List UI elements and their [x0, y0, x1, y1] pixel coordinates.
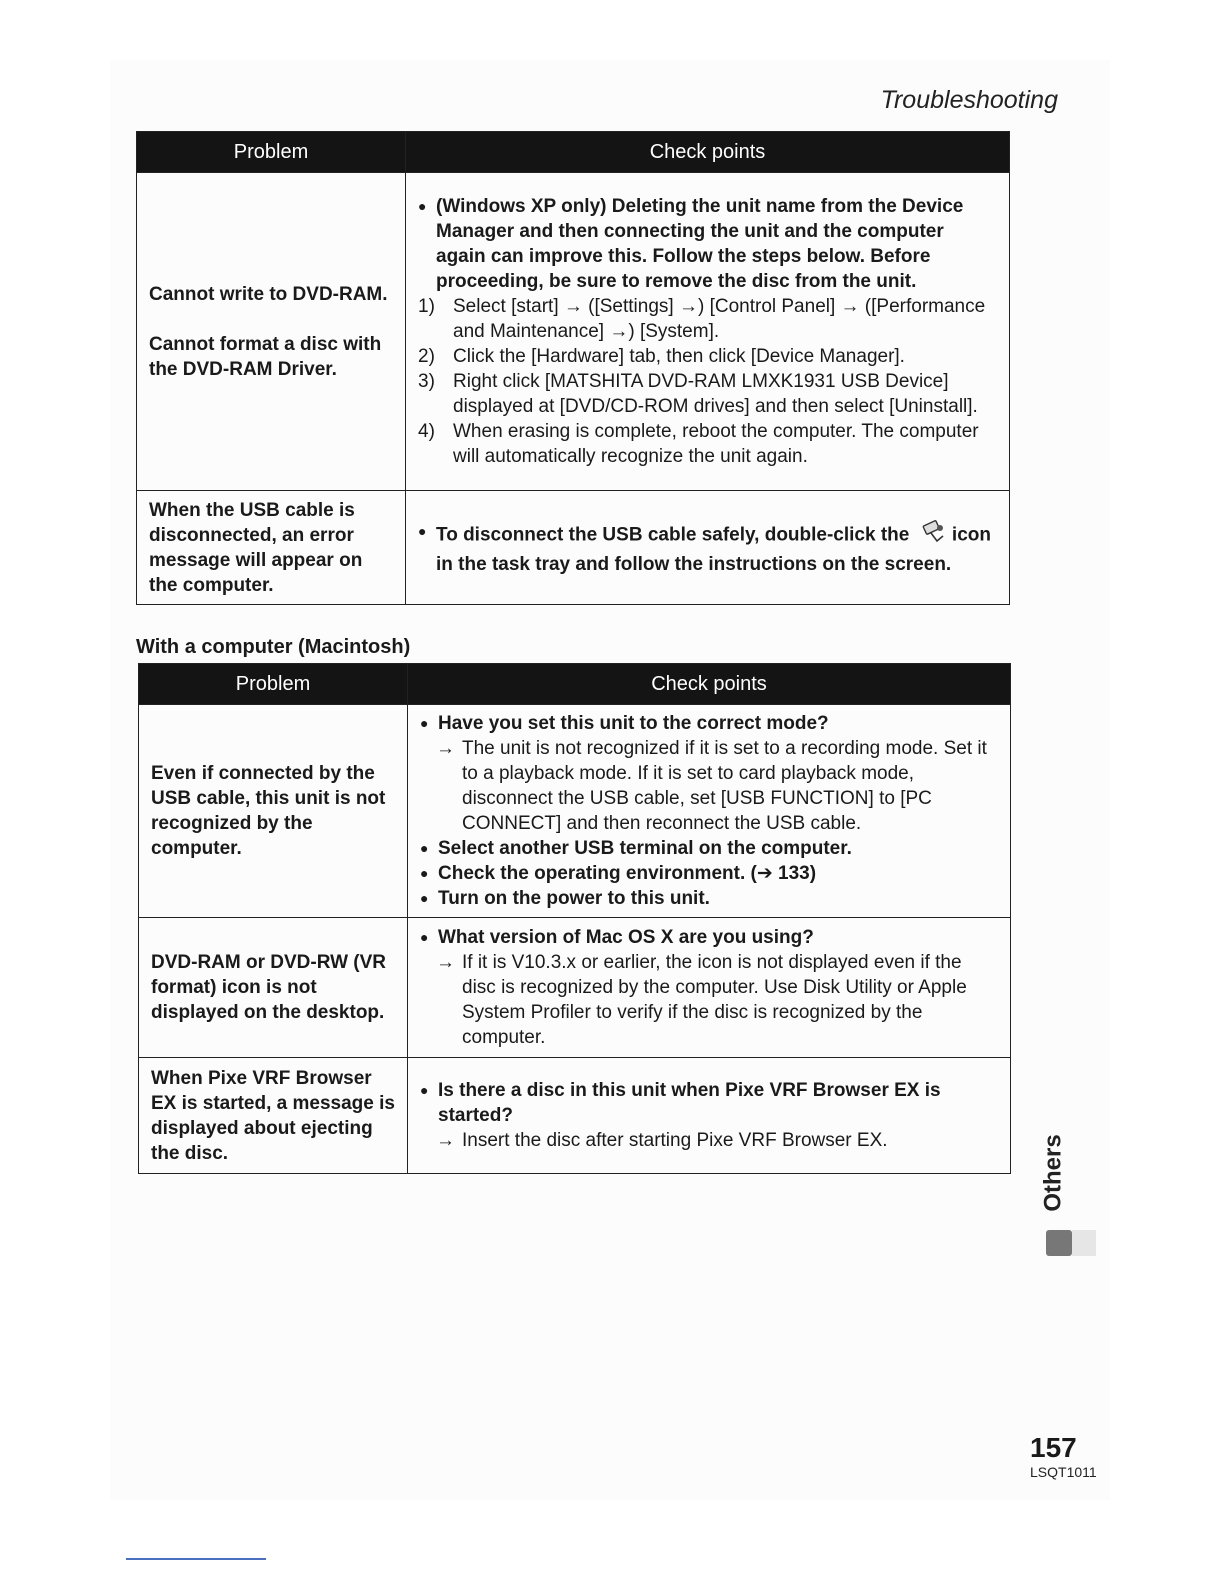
- problem-text: DVD-RAM or DVD-RW (VR format) icon is not displayed on the desktop.: [151, 952, 387, 1023]
- troubleshooting-table-macintosh: [138, 663, 1011, 1174]
- step-item: 3) Right click [MATSHITA DVD-RAM LMXK1931 USB Device] displayed at [DVD/CD-ROM drives] and then select [Uninstall].: [418, 371, 978, 417]
- section-title-macintosh: With a computer (Macintosh): [136, 636, 411, 658]
- footer-rule: [126, 1558, 266, 1560]
- problem-text: Cannot write to DVD-RAM.: [149, 283, 388, 305]
- troubleshooting-table-windows: [136, 131, 1010, 605]
- problem-cell: [137, 173, 406, 491]
- arrow-note: → The unit is not recognized if it is set to a recording mode. Set it to a playback mode. If it is set to card playback mode, disconnect the USB cable, set [USB FUNCTION] to [PC CONNECT] and then reconnect the USB cable.: [436, 738, 987, 834]
- tab-marker: [1046, 1230, 1072, 1256]
- check-points-cell: [406, 491, 1010, 605]
- table-row: [137, 491, 1010, 605]
- arrow-note: → If it is V10.3.x or earlier, the icon is not displayed even if the disc is recognized by the computer. Use Disk Utility or Apple System Profiler to verify if the disc is recognized by the computer.: [436, 952, 967, 1048]
- check-bullet: ● To disconnect the USB cable safely, double-click the icon in the task tray and follow the instructions on the screen.: [418, 519, 995, 577]
- check-points-cell: [406, 173, 1010, 491]
- check-bullet: ● Select another USB terminal on the computer.: [420, 836, 996, 861]
- tab-marker-shade: [1072, 1230, 1096, 1256]
- table-row: [137, 173, 1010, 491]
- side-tab-label: Others: [1040, 1134, 1068, 1212]
- problem-cell: [139, 705, 408, 918]
- check-bullet: ● Turn on the power to this unit.: [420, 886, 996, 911]
- problem-text: When Pixe VRF Browser EX is started, a message is displayed about ejecting the disc.: [151, 1067, 395, 1164]
- document-code: LSQT1011: [1030, 1464, 1097, 1480]
- check-points-cell: [408, 1058, 1011, 1174]
- safely-remove-hardware-icon: [921, 519, 947, 552]
- step-item: 4) When erasing is complete, reboot the computer. The computer will automatically recognize the unit again.: [418, 421, 979, 467]
- problem-cell: [139, 918, 408, 1058]
- table-row: [139, 705, 1011, 918]
- column-header-check-points: Check points: [406, 132, 1010, 173]
- step-item: 1) Select [start] → ([Settings] →) [Control Panel] → ([Performance and Maintenance] →) [System].: [418, 296, 986, 342]
- check-points-cell: [408, 918, 1011, 1058]
- problem-text: Even if connected by the USB cable, this unit is not recognized by the computer.: [151, 763, 386, 859]
- check-bullet: ● What version of Mac OS X are you using?: [420, 925, 996, 950]
- problem-text: Cannot format a disc with the DVD-RAM Driver.: [149, 333, 382, 380]
- problem-cell: [137, 491, 406, 605]
- arrow-note: → Insert the disc after starting Pixe VRF Browser EX.: [436, 1130, 888, 1151]
- column-header-problem: Problem: [139, 664, 408, 705]
- problem-text: When the USB cable is disconnected, an error message will appear on the computer.: [149, 499, 363, 596]
- table-row: [139, 1058, 1011, 1174]
- check-bullet: ● Have you set this unit to the correct mode?: [420, 711, 996, 736]
- column-header-check-points: Check points: [408, 664, 1011, 705]
- page-number: 157: [1030, 1432, 1077, 1463]
- column-header-problem: Problem: [137, 132, 406, 173]
- table-row: [139, 918, 1011, 1058]
- check-bullet: ● Is there a disc in this unit when Pixe VRF Browser EX is started?: [420, 1078, 996, 1128]
- page-header-title: Troubleshooting: [880, 86, 1058, 114]
- section-side-tab: [1030, 1118, 1078, 1228]
- check-bullet: ● (Windows XP only) Deleting the unit name from the Device Manager and then connecting the unit and the computer again can improve this. Follow the steps below. Before proceeding, be sure to remove the disc from the unit.: [418, 194, 995, 294]
- table-header-row: [137, 132, 1010, 173]
- problem-cell: [139, 1058, 408, 1174]
- table-header-row: [139, 664, 1011, 705]
- check-bullet: ● Check the operating environment. (➔ 133): [420, 861, 996, 886]
- step-item: 2) Click the [Hardware] tab, then click [Device Manager].: [418, 346, 905, 367]
- check-points-cell: [408, 705, 1011, 918]
